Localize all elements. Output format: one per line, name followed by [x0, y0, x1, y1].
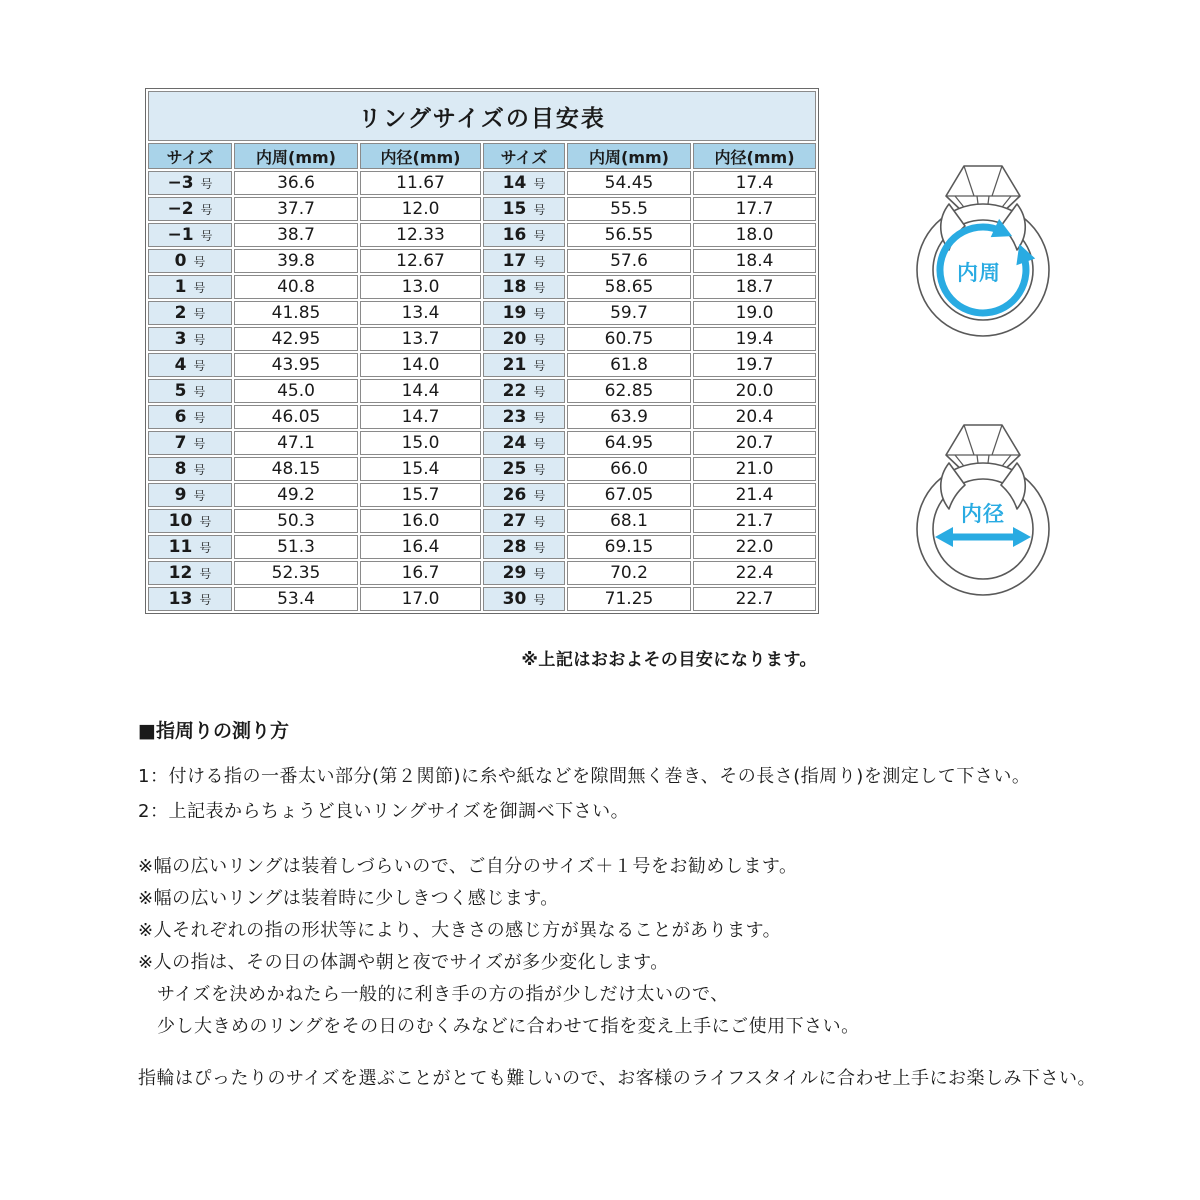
diameter-cell: 12.0: [360, 197, 481, 221]
diameter-cell: 19.4: [693, 327, 816, 351]
size-cell: 1 号: [148, 275, 232, 299]
diameter-cell: 20.7: [693, 431, 816, 455]
diameter-cell: 21.4: [693, 483, 816, 507]
table-row: [148, 587, 816, 611]
col-header-circ-left: 内周(mm): [234, 143, 358, 169]
size-cell: 22 号: [483, 379, 565, 403]
col-header-diam-left: 内径(mm): [360, 143, 481, 169]
diameter-cell: 15.0: [360, 431, 481, 455]
table-row: [148, 379, 816, 403]
diameter-cell: 15.7: [360, 483, 481, 507]
size-cell: 29 号: [483, 561, 565, 585]
circumference-cell: 52.35: [234, 561, 358, 585]
circumference-cell: 46.05: [234, 405, 358, 429]
diameter-cell: 21.7: [693, 509, 816, 533]
circumference-cell: 55.5: [567, 197, 691, 221]
circumference-cell: 71.25: [567, 587, 691, 611]
circumference-cell: 48.15: [234, 457, 358, 481]
diameter-cell: 13.7: [360, 327, 481, 351]
circumference-cell: 39.8: [234, 249, 358, 273]
diameter-cell: 11.67: [360, 171, 481, 195]
size-cell: 17 号: [483, 249, 565, 273]
circumference-cell: 54.45: [567, 171, 691, 195]
circumference-cell: 37.7: [234, 197, 358, 221]
circumference-cell: 53.4: [234, 587, 358, 611]
diameter-cell: 12.67: [360, 249, 481, 273]
circumference-cell: 45.0: [234, 379, 358, 403]
size-cell: 15 号: [483, 197, 565, 221]
circumference-cell: 64.95: [567, 431, 691, 455]
diameter-cell: 20.0: [693, 379, 816, 403]
note-line: ※人の指は、その日の体調や朝と夜でサイズが多少変化します。: [138, 952, 669, 973]
diameter-cell: 16.7: [360, 561, 481, 585]
table-row: [148, 223, 816, 247]
instruction-step-1: 1：付ける指の一番太い部分(第２関節)に糸や紙などを隙間無く巻き、その長さ(指周り)を測定して下さい。: [138, 766, 1031, 787]
circumference-cell: 49.2: [234, 483, 358, 507]
table-row: [148, 171, 816, 195]
size-cell: 20 号: [483, 327, 565, 351]
table-row: [148, 301, 816, 325]
note-line: ※人それぞれの指の形状等により、大きさの感じ方が異なることがあります。: [138, 920, 782, 941]
table-row: [148, 327, 816, 351]
circumference-cell: 67.05: [567, 483, 691, 507]
circumference-cell: 38.7: [234, 223, 358, 247]
circumference-cell: 69.15: [567, 535, 691, 559]
diameter-cell: 16.4: [360, 535, 481, 559]
diameter-cell: 20.4: [693, 405, 816, 429]
caution-notes: [138, 851, 1098, 1043]
size-cell: 27 号: [483, 509, 565, 533]
size-cell: 11 号: [148, 535, 232, 559]
circumference-cell: 57.6: [567, 249, 691, 273]
diameter-label: 内径: [961, 502, 1005, 526]
note-continuation-line: 少し大きめのリングをその日のむくみなどに合わせて指を変え上手にご使用下さい。: [157, 1016, 860, 1037]
size-cell: 18 号: [483, 275, 565, 299]
diameter-cell: 14.4: [360, 379, 481, 403]
col-header-diam-right: 内径(mm): [693, 143, 816, 169]
circumference-label: 内周: [957, 261, 1001, 285]
note-line: ※幅の広いリングは装着時に少しきつく感じます。: [138, 888, 559, 909]
size-cell: −1 号: [148, 223, 232, 247]
circumference-cell: 51.3: [234, 535, 358, 559]
circumference-cell: 62.85: [567, 379, 691, 403]
circumference-cell: 43.95: [234, 353, 358, 377]
diameter-cell: 13.0: [360, 275, 481, 299]
col-header-size-right: サイズ: [483, 143, 565, 169]
size-cell: 21 号: [483, 353, 565, 377]
diameter-cell: 19.7: [693, 353, 816, 377]
ring-size-table-body: [148, 171, 816, 611]
diameter-cell: 14.0: [360, 353, 481, 377]
size-cell: 3 号: [148, 327, 232, 351]
size-cell: 10 号: [148, 509, 232, 533]
table-row: [148, 431, 816, 455]
ring-diagram-diameter: [903, 407, 1063, 602]
diameter-cell: 14.7: [360, 405, 481, 429]
table-row: [148, 509, 816, 533]
table-row: [148, 457, 816, 481]
table-row: [148, 353, 816, 377]
diameter-cell: 12.33: [360, 223, 481, 247]
table-row: [148, 405, 816, 429]
diameter-cell: 17.4: [693, 171, 816, 195]
circumference-cell: 40.8: [234, 275, 358, 299]
size-cell: −3 号: [148, 171, 232, 195]
circumference-cell: 60.75: [567, 327, 691, 351]
size-cell: 9 号: [148, 483, 232, 507]
diameter-cell: 21.0: [693, 457, 816, 481]
circumference-cell: 58.65: [567, 275, 691, 299]
table-footnote: ※上記はおおよその目安になります。: [521, 650, 817, 670]
size-cell: 28 号: [483, 535, 565, 559]
size-cell: 6 号: [148, 405, 232, 429]
closing-remark: 指輪はぴったりのサイズを選ぶことがとても難しいので、お客様のライフスタイルに合わせ上手にお楽しみ下さい。: [138, 1068, 1097, 1089]
diameter-cell: 18.7: [693, 275, 816, 299]
ring-size-table: [145, 88, 819, 614]
col-header-size-left: サイズ: [148, 143, 232, 169]
circumference-cell: 56.55: [567, 223, 691, 247]
diameter-cell: 22.0: [693, 535, 816, 559]
circumference-cell: 42.95: [234, 327, 358, 351]
circumference-cell: 63.9: [567, 405, 691, 429]
circumference-cell: 59.7: [567, 301, 691, 325]
table-row: [148, 561, 816, 585]
size-cell: 23 号: [483, 405, 565, 429]
table-row: [148, 535, 816, 559]
diameter-cell: 15.4: [360, 457, 481, 481]
size-cell: 16 号: [483, 223, 565, 247]
circumference-cell: 47.1: [234, 431, 358, 455]
circumference-cell: 50.3: [234, 509, 358, 533]
note-continuation-line: サイズを決めかねたら一般的に利き手の方の指が少しだけ太いので、: [157, 984, 729, 1005]
diameter-cell: 16.0: [360, 509, 481, 533]
diameter-cell: 22.4: [693, 561, 816, 585]
diameter-cell: 18.4: [693, 249, 816, 273]
size-cell: 30 号: [483, 587, 565, 611]
table-row: [148, 483, 816, 507]
circumference-cell: 68.1: [567, 509, 691, 533]
diameter-cell: 17.7: [693, 197, 816, 221]
measuring-instructions: [138, 716, 1078, 829]
size-cell: 2 号: [148, 301, 232, 325]
size-cell: 26 号: [483, 483, 565, 507]
col-header-circ-right: 内周(mm): [567, 143, 691, 169]
circumference-cell: 70.2: [567, 561, 691, 585]
table-header-row: [148, 143, 816, 169]
diameter-cell: 18.0: [693, 223, 816, 247]
diameter-cell: 13.4: [360, 301, 481, 325]
note-line: ※幅の広いリングは装着しづらいので、ご自分のサイズ＋１号をお勧めします。: [138, 856, 798, 877]
circumference-cell: 41.85: [234, 301, 358, 325]
table-title-row: [148, 91, 816, 141]
size-cell: 4 号: [148, 353, 232, 377]
size-cell: 24 号: [483, 431, 565, 455]
size-cell: −2 号: [148, 197, 232, 221]
circumference-cell: 66.0: [567, 457, 691, 481]
circumference-cell: 36.6: [234, 171, 358, 195]
table-title: リングサイズの目安表: [148, 91, 816, 141]
table-row: [148, 249, 816, 273]
ring-diagram-circumference: [903, 148, 1063, 343]
instruction-step-2: 2：上記表からちょうど良いリングサイズを御調べ下さい。: [138, 801, 630, 822]
size-cell: 12 号: [148, 561, 232, 585]
instructions-heading: ■指周りの測り方: [138, 720, 289, 742]
circumference-cell: 61.8: [567, 353, 691, 377]
diameter-cell: 22.7: [693, 587, 816, 611]
size-cell: 7 号: [148, 431, 232, 455]
diameter-cell: 19.0: [693, 301, 816, 325]
size-cell: 13 号: [148, 587, 232, 611]
size-cell: 14 号: [483, 171, 565, 195]
table-row: [148, 197, 816, 221]
diameter-cell: 17.0: [360, 587, 481, 611]
size-cell: 0 号: [148, 249, 232, 273]
size-cell: 5 号: [148, 379, 232, 403]
table-row: [148, 275, 816, 299]
size-cell: 19 号: [483, 301, 565, 325]
size-cell: 25 号: [483, 457, 565, 481]
size-cell: 8 号: [148, 457, 232, 481]
